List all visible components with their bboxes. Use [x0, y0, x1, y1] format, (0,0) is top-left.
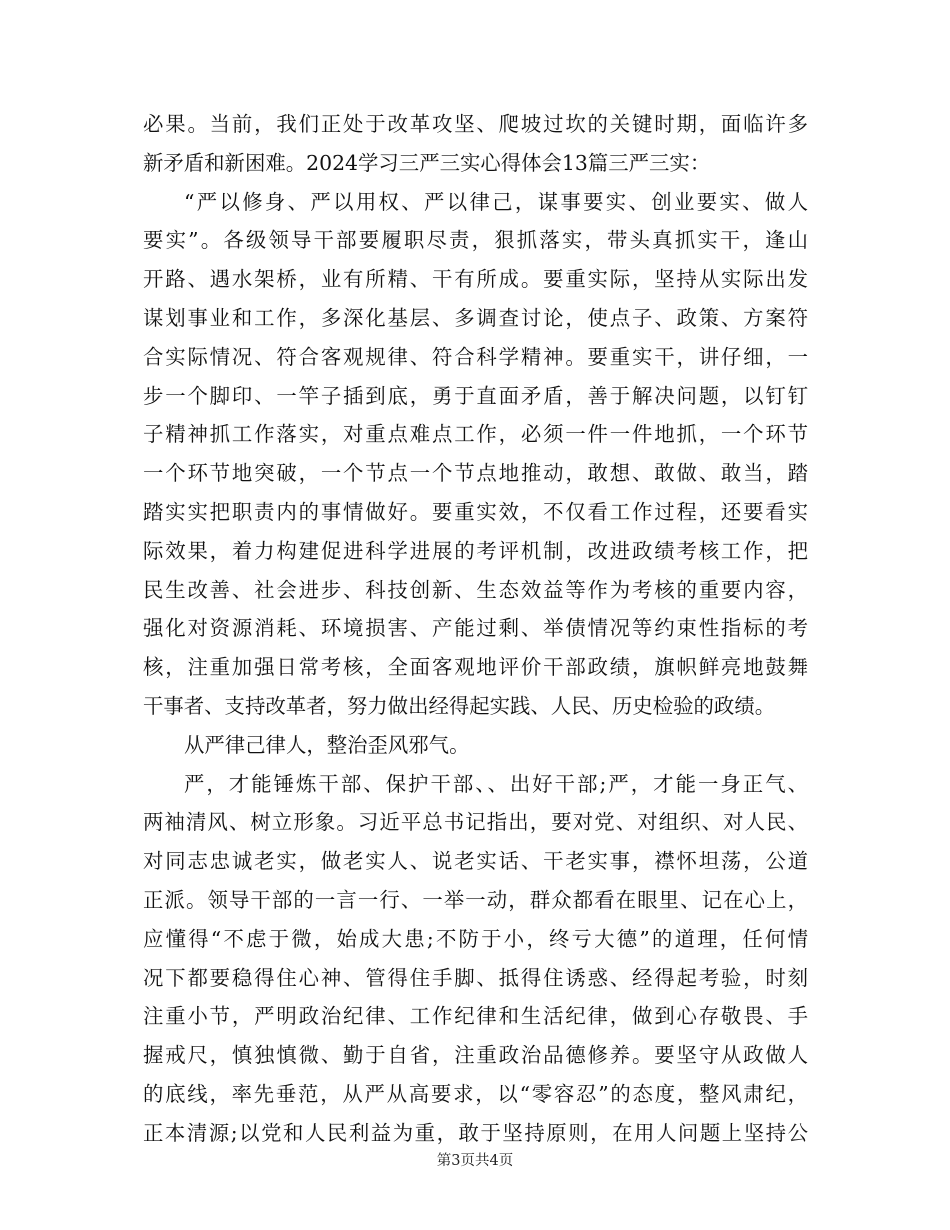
text-line: 应懂得“不虑于微，始成大患;不防于小，终亏大德”的道理，任何情: [143, 926, 808, 951]
page-footer: 第3页共4页: [436, 1153, 514, 1169]
body-text: [143, 105, 808, 1153]
text-line: 要实”。各级领导干部要履职尽责，狠抓落实，带头真抓实干，逢山: [143, 228, 808, 253]
text-line: 必果。当前，我们正处于改革攻坚、爬坡过坎的关键时期，面临许多: [143, 112, 808, 136]
text-line: “严以修身、严以用权、严以律己，谋事要实、创业要实、做人: [184, 189, 808, 214]
text-line: 注重小节，严明政治纪律、工作纪律和生活纪律，做到心存敬畏、手: [143, 1004, 808, 1029]
text-line: 子精神抓工作落实，对重点难点工作，必须一件一件地抓，一个环节: [143, 422, 808, 447]
text-line: 两袖清风、树立形象。习近平总书记指出，要对党、对组织、对人民、: [143, 810, 808, 835]
text-line: 握戒尺，慎独慎微、勤于自省，注重政治品德修养。要坚守从政做人: [143, 1043, 808, 1068]
text-line: 严，才能锤炼干部、保护干部、、出好干部;严，才能一身正气、: [184, 771, 808, 796]
text-line: 步一个脚印、一竿子插到底，勇于直面矛盾，善于解决问题，以钉钉: [143, 383, 808, 408]
text-line: 谋划事业和工作，多深化基层、多调查讨论，使点子、政策、方案符: [143, 305, 808, 330]
text-line: 从严律己律人，整治歪风邪气。: [184, 732, 470, 757]
text-line: 一个环节地突破，一个节点一个节点地推动，敢想、敢做、敢当，踏: [143, 461, 808, 486]
text-line: 合实际情况、符合客观规律、符合科学精神。要重实干，讲仔细，一: [143, 344, 808, 369]
text-line: 的底线，率先垂范，从严从高要求，以“零容忍”的态度，整风肃纪，: [143, 1081, 808, 1106]
text-line: 强化对资源消耗、环境损害、产能过剩、举债情况等约束性指标的考: [143, 616, 808, 641]
text-line: 民生改善、社会进步、科技创新、生态效益等作为考核的重要内容，: [143, 577, 808, 602]
text-line: 核，注重加强日常考核，全面客观地评价干部政绩，旗帜鲜亮地鼓舞: [143, 655, 808, 680]
text-line: 对同志忠诚老实，做老实人、说老实话、干老实事，襟怀坦荡，公道: [143, 849, 808, 874]
text-line: 开路、遇水架桥，业有所精、干有所成。要重实际，坚持从实际出发: [143, 267, 808, 292]
text-line: 正派。领导干部的一言一行、一举一动，群众都看在眼里、记在心上，: [143, 887, 808, 912]
text-line: 际效果，着力构建促进科学进展的考评机制，改进政绩考核工作，把: [143, 538, 808, 563]
text-line: 干事者、支持改革者，努力做出经得起实践、人民、历史检验的政绩。: [143, 693, 776, 718]
text-line: 正本清源;以党和人民利益为重，敢于坚持原则，在用人问题上坚持公: [143, 1120, 808, 1145]
text-line: 况下都要稳得住心神、管得住手脚、抵得住诱惑、经得起考验，时刻: [143, 965, 808, 990]
text-line: 踏实实把职责内的事情做好。要重实效，不仅看工作过程，还要看实: [143, 499, 808, 524]
text-line: 新矛盾和新困难。2024学习三严三实心得体会13篇三严三实：: [143, 150, 711, 175]
